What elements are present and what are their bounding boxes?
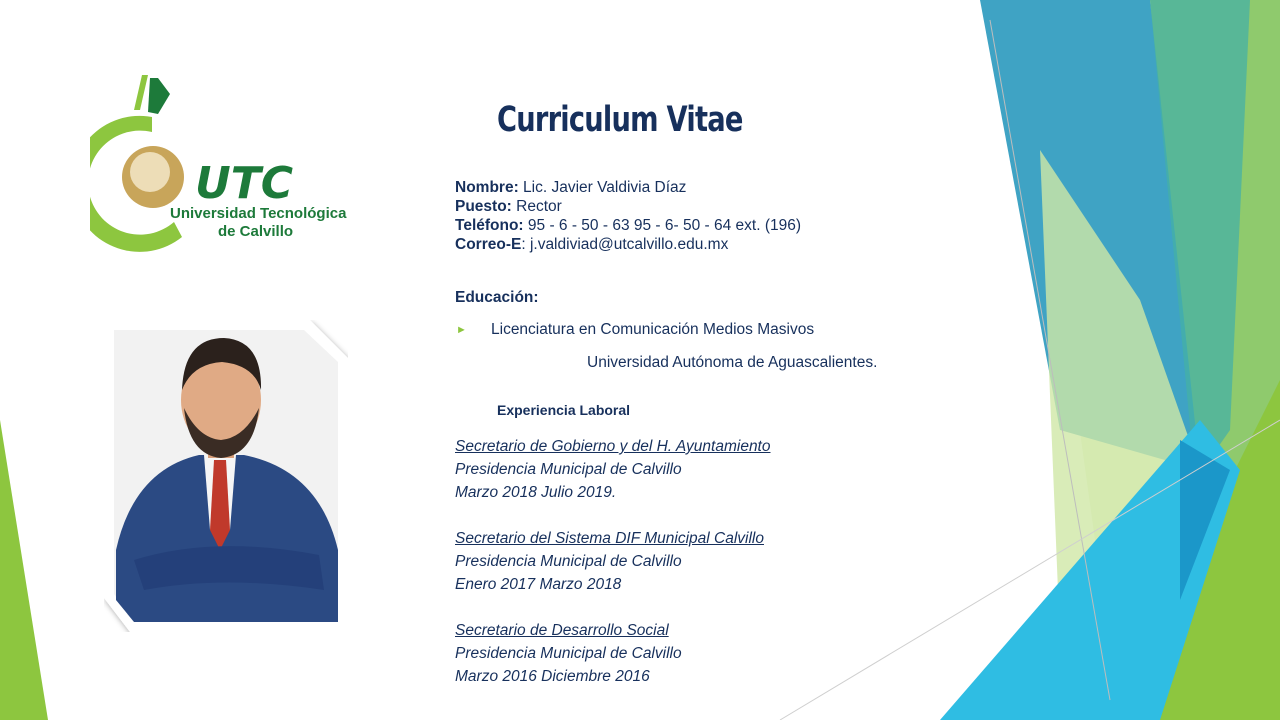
name-label: Nombre:	[455, 179, 519, 196]
profile-photo	[104, 320, 348, 632]
logo-acronym: UTC	[195, 158, 294, 209]
job-dates: Marzo 2018 Julio 2019.	[455, 484, 617, 501]
job-org: Presidencia Municipal de Calvillo	[455, 461, 682, 478]
left-green-shape	[0, 420, 48, 720]
job-org: Presidencia Municipal de Calvillo	[455, 645, 682, 662]
name-value: Lic. Javier Valdivia Díaz	[518, 179, 687, 196]
job-org: Presidencia Municipal de Calvillo	[455, 553, 682, 570]
bullet-arrow-icon: ►	[456, 324, 467, 336]
email-line	[455, 236, 728, 254]
phone-line	[455, 217, 801, 235]
education-heading: Educación:	[455, 289, 539, 306]
experience-heading: Experiencia Laboral	[497, 402, 631, 418]
job-title: Secretario del Sistema DIF Municipal Calvillo	[455, 530, 764, 547]
job-title: Secretario de Gobierno y del H. Ayuntamiento	[455, 438, 771, 455]
position-line	[455, 198, 562, 216]
page-title: Curriculum Vitae	[497, 100, 743, 140]
position-value: Rector	[511, 198, 562, 215]
phone-label: Teléfono:	[455, 217, 524, 234]
email-value: : j.valdiviad@utcalvillo.edu.mx	[521, 236, 729, 253]
position-label: Puesto:	[455, 198, 512, 215]
job-dates: Enero 2017 Marzo 2018	[455, 576, 622, 593]
job-entry-2	[455, 527, 764, 596]
logo-name-line2: de Calvillo	[218, 223, 294, 240]
job-entry-1	[455, 435, 771, 504]
education-school: Universidad Autónoma de Aguascalientes.	[587, 354, 878, 371]
job-dates: Marzo 2016 Diciembre 2016	[455, 668, 650, 685]
job-entry-3	[455, 619, 682, 688]
education-degree: Licenciatura en Comunicación Medios Masivos	[491, 321, 815, 338]
email-label: Correo-E	[455, 236, 522, 253]
job-title: Secretario de Desarrollo Social	[455, 622, 669, 639]
phone-value: 95 - 6 - 50 - 63 95 - 6- 50 - 64 ext. (196)	[523, 217, 802, 234]
logo-name-line1: Universidad Tecnológica	[170, 205, 347, 222]
name-line	[455, 179, 686, 197]
